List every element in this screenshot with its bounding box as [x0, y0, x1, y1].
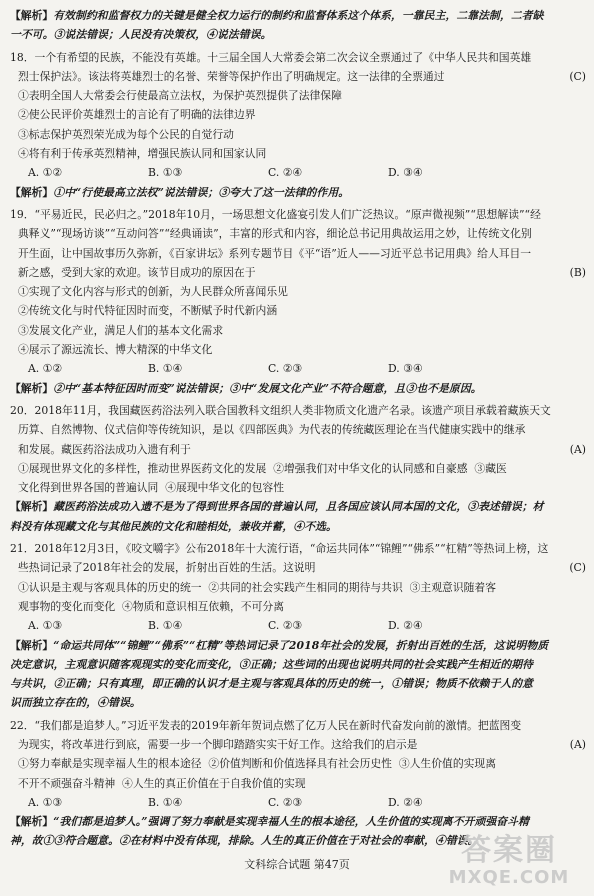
option-line: ②使公民评价英雄烈士的言论有了明确的法律边界 — [18, 108, 256, 122]
question-20 — [10, 401, 586, 536]
analysis-text: 藏医药浴法成功入遗不是为了得到世界各国的普遍认同，且各国应该认同本国的文化，③表述错误；材 — [53, 500, 544, 514]
option-2: ②共同的社会实践产生相同的期待与共识 — [208, 580, 403, 594]
option-3: ③人生价值的实现离 — [398, 757, 497, 771]
option-3-cont: 文化得到世界各国的普遍认同 — [18, 481, 159, 495]
page-footer: 文科综合试题 第47页 — [244, 858, 350, 871]
option-2: ②增强我们对中华文化的认同感和自豪感 — [273, 461, 468, 475]
answer-label: (A) — [569, 442, 586, 456]
analysis-text: 决定意识，主观意识随客观现实的变化而变化，③正确；这些词的出现也说明共同的社会实践产生相近的期待 — [10, 657, 534, 671]
option-line — [10, 578, 586, 597]
exam-page — [10, 6, 586, 851]
answer-label: (C) — [569, 561, 586, 575]
question-stem: 18．一个有希望的民族，不能没有英雄。十三届全国人大常委会第二次会议全票通过了《中华人民共和国英雄 — [10, 50, 532, 64]
option-line: ①实现了文化内容与形式的创新，为人民群众所喜闻乐见 — [18, 285, 288, 299]
choice-b: B. ①④ — [148, 795, 183, 809]
question-stem: 22．“我们都是追梦人。”习近平发表的2019年新年贺词点燃了亿万人民在新时代奋发向前的激情。把蓝图变 — [10, 718, 522, 732]
analysis-label: 【解析】 — [10, 185, 54, 199]
option-3: ③主观意识随着客 — [409, 580, 497, 594]
analysis-text: “命运共同体”“锦鲤”“佛系”“杠精”等热词记录了2018年社会的发展，折射出百姓的生活，这说明物质 — [53, 638, 549, 652]
choice-d: D. ③④ — [388, 362, 423, 376]
analysis-text: 与共识，②正确；只有真理，即正确的认识才是主观与客观具体的历史的统一，①错误；物质不依赖于人的意 — [10, 677, 534, 691]
question-stem: 20．2018年11月，我国藏医药浴法列入联合国教科文组织人类非物质文化遗产名录。该遗产项目承载着藏族天文 — [10, 403, 551, 417]
question-stem: 典释义”“现场访谈”“互动问答”“经典诵读”，丰富的形式和内容，细论总书记用典故运用之妙，让传统文化别 — [18, 227, 532, 241]
option-1: ①认识是主观与客观具体的历史的统一 — [18, 580, 202, 594]
question-stem: 历算、自然博物、仪式信仰等传统知识，是以《四部医典》为代表的传统藏医理论在当代健康实践中的继承 — [18, 423, 526, 437]
choice-c: C. ②③ — [268, 362, 303, 376]
analysis-label: 【解析】 — [10, 815, 54, 829]
analysis-text: 一不可。③说法错误；人民没有决策权，④说法错误。 — [10, 28, 272, 42]
question-stem: 新之感，受到大家的欢迎。该节目成功的原因在于 — [18, 265, 256, 279]
watermark-cn: 答案圈 — [461, 833, 557, 868]
option-line — [10, 597, 586, 616]
option-1: ①展现世界文化的多样性，推动世界医药文化的发展 — [18, 461, 267, 475]
analysis-text: 神，故①③符合题意。②在材料中没有体现，排除。人生的真正价值在于对社会的奉献，④错误。 — [10, 834, 479, 848]
option-line — [10, 754, 586, 773]
choice-a: A. ①② — [28, 362, 63, 376]
choice-c: C. ②③ — [268, 619, 303, 633]
top-analysis — [10, 6, 586, 45]
choice-b: B. ①④ — [148, 362, 183, 376]
analysis-text: ②中“基本特征因时而变”说法错误；③中“发展文化产业”不符合题意，且③也不是原因。 — [53, 381, 482, 395]
option-line: ①表明全国人大常委会行使最高立法权，为保护英烈提供了法律保障 — [18, 89, 342, 103]
watermark-en: MXQE.COM — [448, 867, 570, 888]
analysis-label: 【解析】 — [10, 500, 54, 514]
option-line: ④展示了源远流长、博大精深的中华文化 — [18, 343, 213, 357]
analysis-text: ①中“行使最高立法权”说法错误；③夸大了这一法律的作用。 — [53, 185, 350, 199]
choice-d: D. ②④ — [388, 795, 423, 809]
analysis-label: 【解析】 — [10, 638, 54, 652]
option-3: ③藏医 — [474, 461, 507, 475]
analysis-label: 【解析】 — [10, 381, 54, 395]
option-2: ②价值判断和价值选择具有社会历史性 — [208, 757, 392, 771]
option-line — [10, 774, 586, 793]
question-stem: 21．2018年12月3日，《咬文嚼字》公布2018年十大流行语，“命运共同体”“锦鲤”“佛系”“杠精”等热词上榜，这 — [10, 542, 549, 556]
choice-c: C. ②③ — [268, 795, 303, 809]
option-4: ④物质和意识相互依赖，不可分离 — [122, 599, 284, 613]
analysis-text: 料没有体现藏文化与其他民族的文化和睦相处，兼收并蓄，④不选。 — [10, 519, 337, 533]
option-line: ②传统文化与时代特征因时而变，不断赋予时代新内涵 — [18, 304, 278, 318]
question-stem: 开生面，让中国故事历久弥新，《百家讲坛》系列专题节目《平“语”近人——习近平总书记用典》给人耳目一 — [18, 246, 532, 260]
question-18 — [10, 48, 586, 202]
question-22 — [10, 716, 586, 851]
option-1: ①努力奉献是实现幸福人生的根本途径 — [18, 757, 202, 771]
choice-d: D. ②④ — [388, 619, 423, 633]
question-stem: 19．“平易近民，民必归之。”2018年10月，一场思想文化盛宴引发人们广泛热议。“原声微视频”“思想解读”“经 — [10, 207, 541, 221]
analysis-label: 【解析】 — [10, 9, 54, 22]
question-19 — [10, 205, 586, 398]
answer-label: (C) — [569, 69, 586, 83]
question-stem: 和发展。藏医药浴法成功入遗有利于 — [18, 442, 191, 456]
choice-row — [10, 616, 586, 635]
choice-row — [10, 359, 586, 378]
choice-a: A. ①③ — [28, 619, 63, 633]
question-stem: 烈士保护法》。该法将英雄烈士的名誉、荣誉等保护作出了明确规定。这一法律的全票通过 — [18, 69, 445, 83]
analysis-text: 识而独立存在的，④错误。 — [10, 696, 141, 710]
choice-c: C. ②④ — [268, 166, 303, 180]
option-3-cont: 观事物的变化而变化 — [18, 599, 116, 613]
option-4: ④展现中华文化的包容性 — [165, 481, 284, 495]
option-line: ③标志保护英烈荣光成为每个公民的自觉行动 — [18, 127, 234, 141]
answer-label: (B) — [569, 265, 586, 279]
question-21 — [10, 539, 586, 713]
answer-label: (A) — [569, 737, 586, 751]
question-stem: 为现实，将改革进行到底，需要一步一个脚印踏踏实实干好工作。这给我们的启示是 — [18, 737, 418, 751]
choice-d: D. ③④ — [388, 166, 423, 180]
choice-row — [10, 793, 586, 812]
option-line — [10, 459, 586, 478]
analysis-text: “我们都是追梦人。”强调了努力奉献是实现幸福人生的根本途径，人生价值的实现离不开顽强奋斗精 — [53, 815, 529, 829]
option-4: ④人生的真正价值在于自我价值的实现 — [122, 776, 306, 790]
analysis-text: 有效制约和监督权力的关键是健全权力运行的制约和监督体系这个体系，一靠民主，二靠法制，二者缺 — [53, 9, 544, 22]
watermark-logo — [434, 834, 584, 892]
option-line — [10, 478, 586, 497]
choice-a: A. ①② — [28, 166, 63, 180]
option-line: ③发展文化产业，满足人们的基本文化需求 — [18, 323, 224, 337]
question-stem: 些热词记录了2018年社会的发展，折射出百姓的生活。这说明 — [18, 561, 316, 575]
option-line: ④将有利于传承英烈精神，增强民族认同和国家认同 — [18, 147, 267, 161]
choice-row — [10, 163, 586, 182]
choice-b: B. ①③ — [148, 166, 183, 180]
choice-b: B. ①④ — [148, 619, 183, 633]
option-3-cont: 不开不顽强奋斗精神 — [18, 776, 116, 790]
choice-a: A. ①③ — [28, 795, 63, 809]
